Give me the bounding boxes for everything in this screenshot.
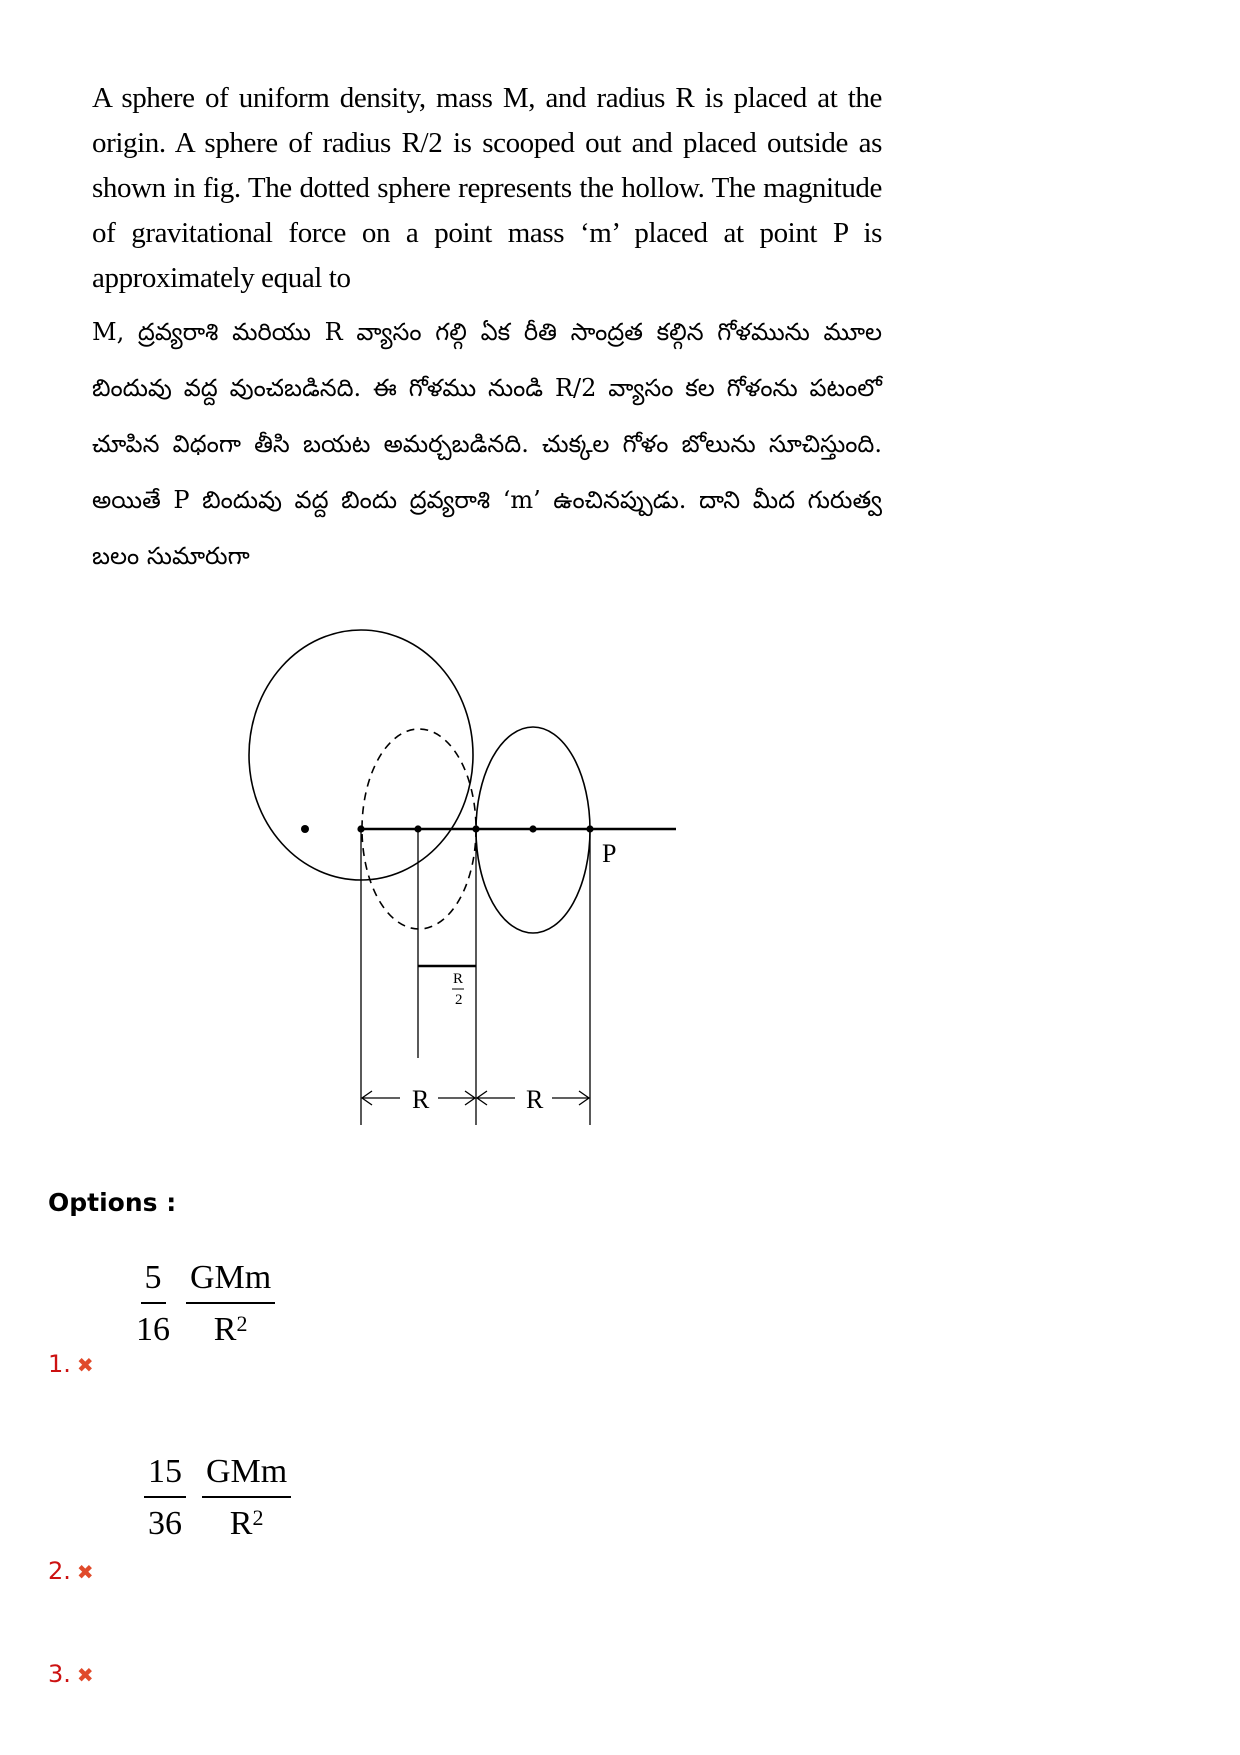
option-2-formula [144,1450,307,1546]
option-1-coefficient [136,1256,170,1352]
dimension-label-right: R [526,1085,544,1114]
options-heading: Options : [48,1188,177,1217]
option-1-number[interactable] [48,1350,94,1378]
question-figure [200,610,700,1130]
option-1-denominator: 16 [136,1311,170,1348]
option-2-coefficient [144,1450,186,1546]
question-text-english: A sphere of uniform density, mass M, and radius R is placed at the origin. A sphere of radius R/2 is scooped out and placed outside as shown in fig. The dotted sphere represents the hollow. The magnitude of gravitational force on a point mass ‘m’ placed at point P is approximately equal to [92,82,882,294]
option-1-formula [136,1256,291,1352]
cross-icon: ✖ [76,1353,94,1377]
option-1-expr-top: GMm [186,1256,275,1304]
option-2-numerator: 15 [144,1450,186,1498]
point-p-label: P [602,839,617,868]
cross-icon: ✖ [76,1560,94,1584]
option-2-denominator: 36 [148,1505,182,1542]
option-2-number-text: 2. [48,1557,71,1585]
option-3-number-text: 3. [48,1660,71,1688]
option-2-expr-bottom [230,1498,264,1546]
question-text-telugu: M, ద్రవ్యరాశి మరియు R వ్యాసం గల్గి ఏక రీతి సాంద్రత కల్గిన గోళమును మూల బిందువు వద్ద వుంచబడినది. ఈ గోళము నుండి R/2 వ్యాసం కల గోళంను పటంలో చూపిన విధంగా తీసి బయట అమర్చబడినది. చుక్కల గోళం బోలును సూచిస్తుంది. అయితే P బిందువు వద్ద బిందు ద్రవ్యరాశి ‘m’ ఉంచినప్పుడు. దాని మీద గురుత్వ బలం సుమారుగా [92,318,882,570]
option-1-number-text: 1. [48,1350,71,1378]
half-radius-label-num: R [453,971,464,987]
option-2-number[interactable] [48,1557,94,1585]
option-2-expr-top: GMm [202,1450,291,1498]
dimension-label-left: R [412,1085,430,1114]
option-2-exponent: 2 [252,1505,264,1530]
option-3-number[interactable] [48,1660,94,1688]
option-2-expression [202,1450,291,1546]
axis-dot [529,825,536,832]
option-1-expression [186,1256,275,1352]
origin-dot [301,825,309,833]
half-radius-label-den: 2 [455,992,463,1008]
option-1-exponent: 2 [236,1311,248,1336]
option-1-numerator: 5 [141,1256,166,1304]
option-1-expr-bottom [214,1304,248,1352]
cross-icon: ✖ [76,1663,94,1687]
option-2-expr-bottom-base: R [229,1505,253,1542]
option-1-expr-bottom-base: R [213,1311,237,1348]
